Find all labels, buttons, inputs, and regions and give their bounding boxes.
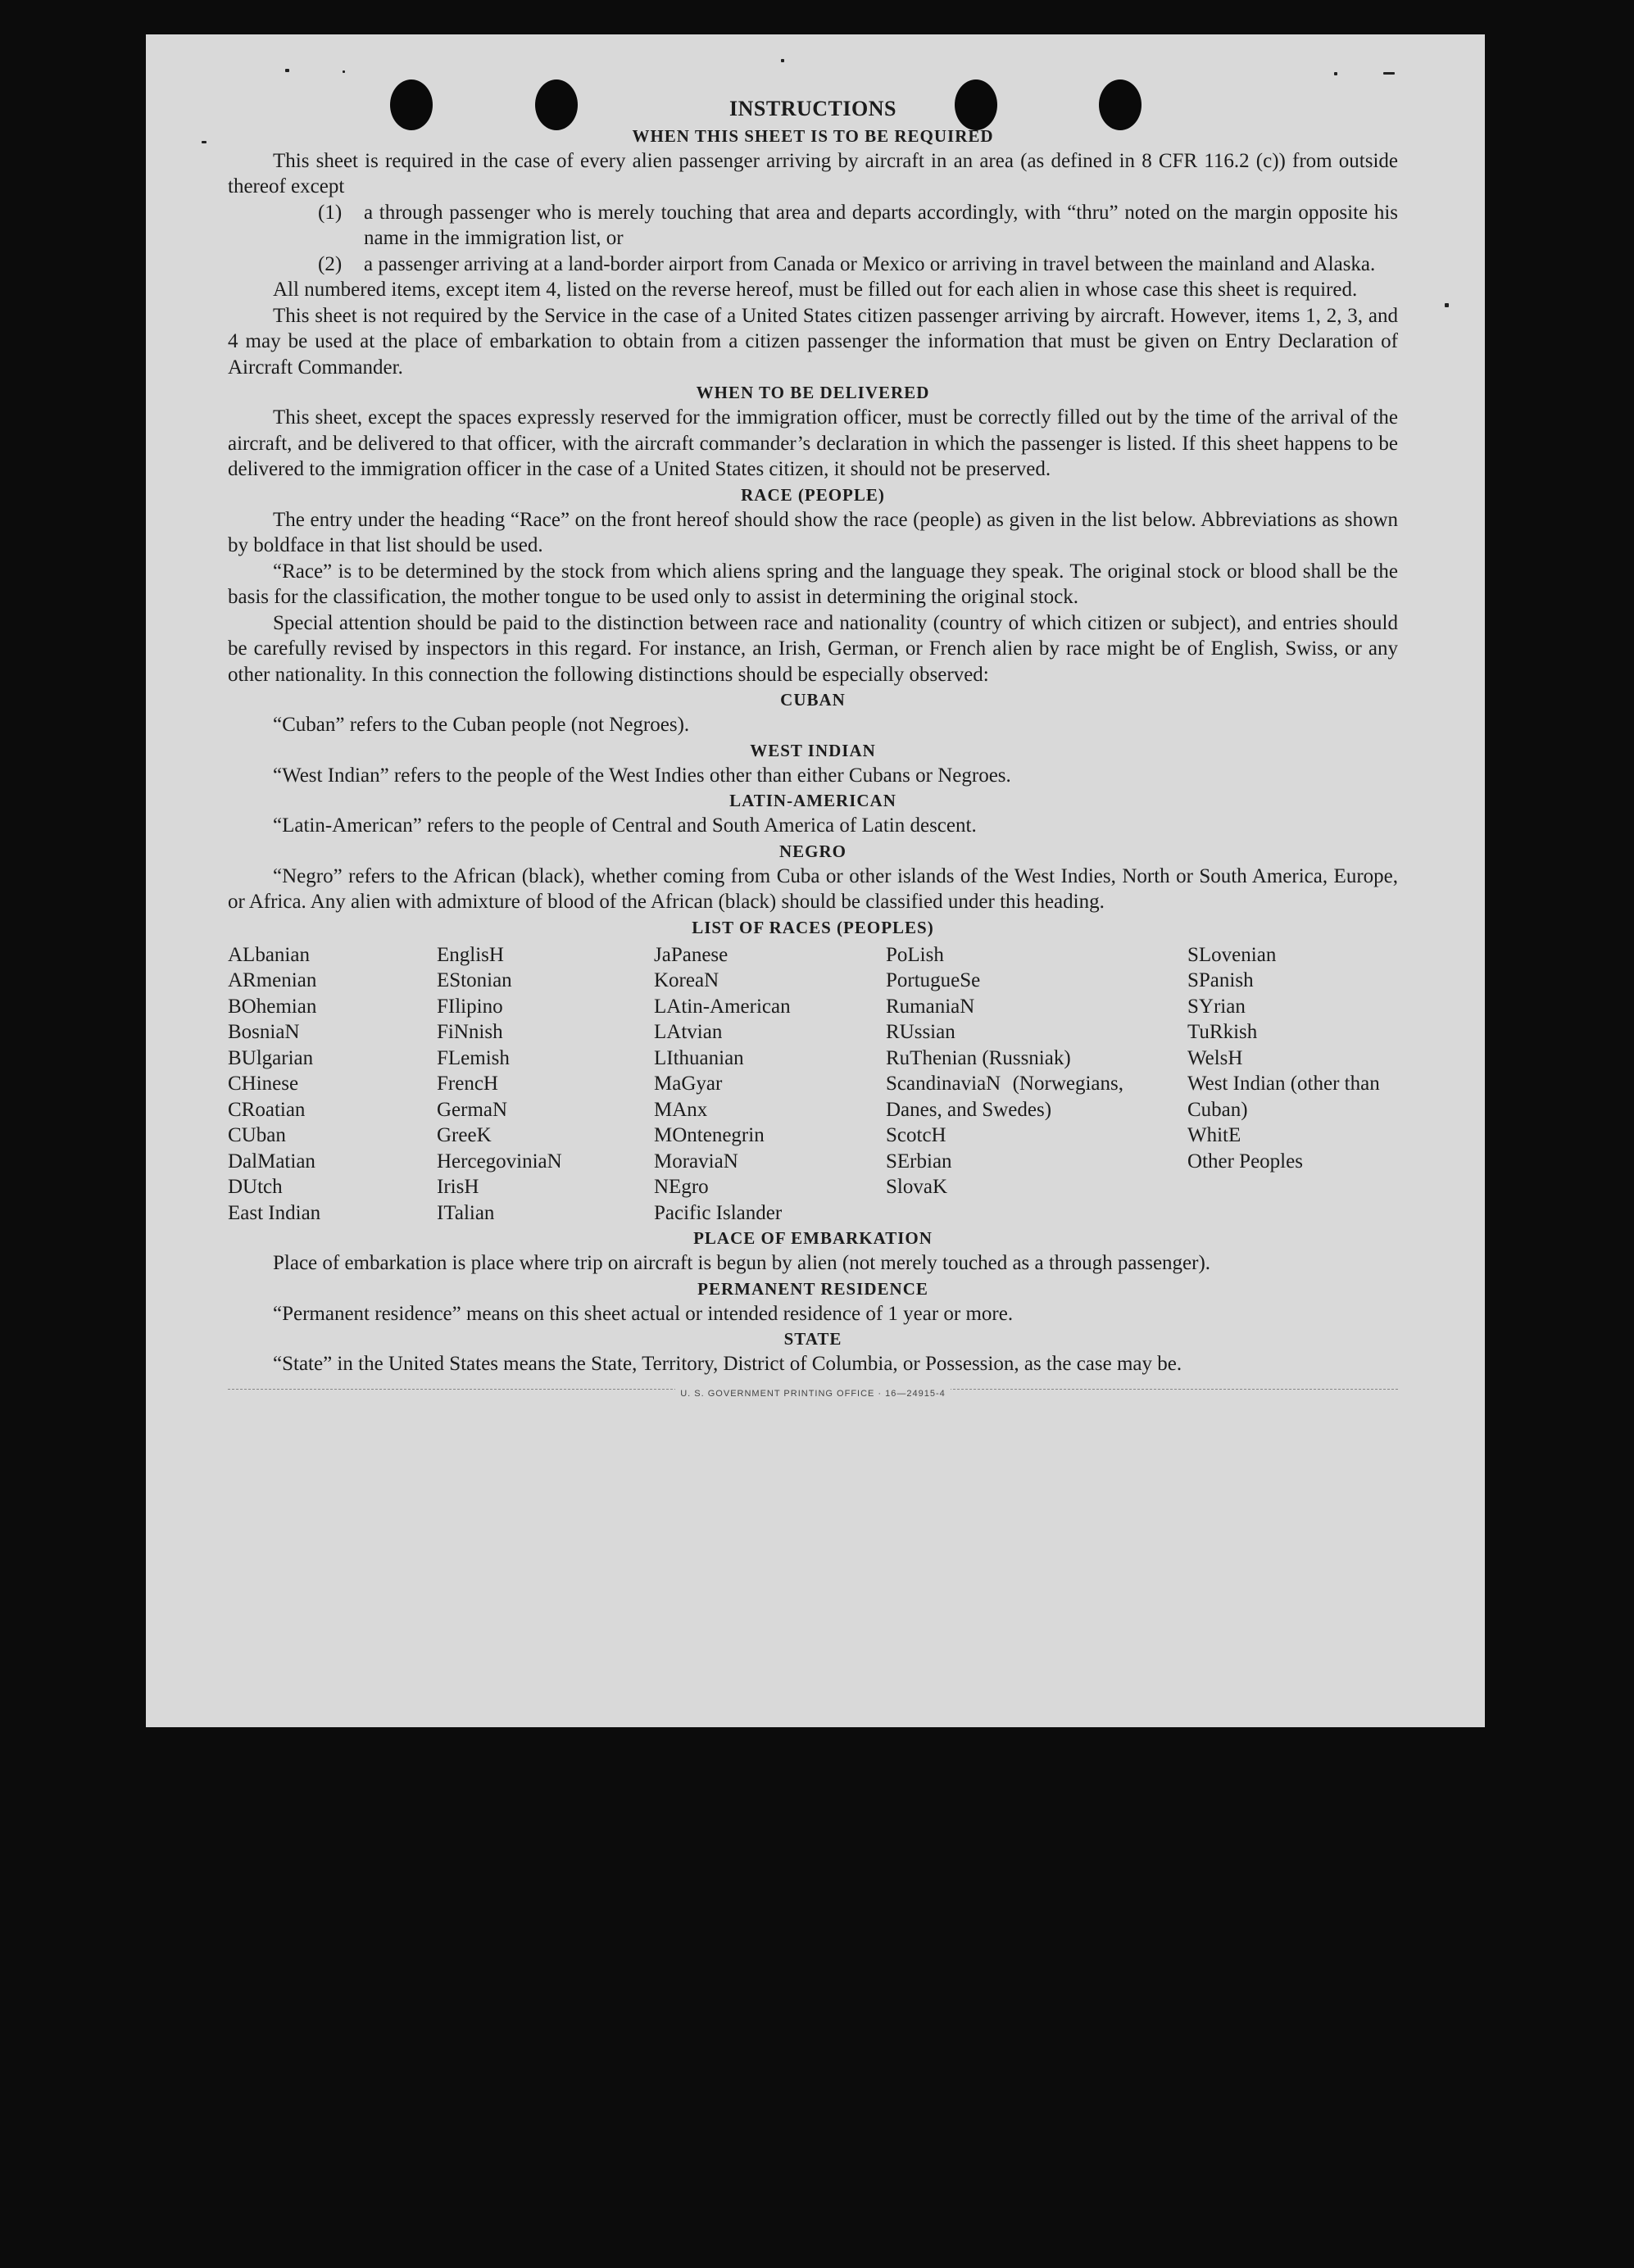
race-entry: MaGyar <box>654 1073 723 1095</box>
item-number: (2) <box>318 252 343 275</box>
heading-state: STATE <box>783 1329 842 1349</box>
race-entry: CUban <box>228 1124 286 1146</box>
paragraph: “State” in the United States means the State, Territory, District of Columbia, or Possession, as the case may be. <box>273 1353 1182 1375</box>
scan-speck <box>285 69 289 72</box>
heading-when-required: WHEN THIS SHEET IS TO BE REQUIRED <box>632 125 994 146</box>
race-entry: ALbanian <box>228 943 310 966</box>
race-entry: MAnx <box>654 1098 708 1121</box>
paragraph: “Latin-American” refers to the people of Central and South America of Latin descent. <box>273 814 977 837</box>
scan-speck <box>781 59 784 62</box>
race-list <box>228 942 1398 1227</box>
race-entry: KoreaN <box>654 969 719 991</box>
item-number: (1) <box>318 201 343 224</box>
race-entry: LAtin-American <box>654 995 791 1018</box>
race-entry: BOhemian <box>228 995 317 1018</box>
race-column <box>886 942 1187 1227</box>
paragraph: “Negro” refers to the African (black), whether coming from Cuba or other islands of the West Indies, North or South America, Europe, or Africa. Any alien with admixture of blood of the African (black) should be classified under this heading. <box>228 864 1398 913</box>
heading-negro: NEGRO <box>778 841 847 861</box>
footer-rule <box>228 1388 1398 1399</box>
heading-west-indian: WEST INDIAN <box>750 740 876 760</box>
race-entry: Other Peoples <box>1187 1150 1303 1173</box>
exception-item <box>228 200 1398 252</box>
page-title: INSTRUCTIONS <box>729 97 896 120</box>
race-entry: EStonian <box>437 969 512 991</box>
race-entry: FLemish <box>437 1046 510 1069</box>
race-entry: ARmenian <box>228 969 317 991</box>
race-entry: FIlipino <box>437 995 503 1018</box>
scan-speck <box>1445 303 1449 307</box>
paragraph: “Permanent residence” means on this sheet actual or intended residence of 1 year or more. <box>273 1302 1014 1325</box>
race-entry: JaPanese <box>654 943 728 966</box>
paragraph: All numbered items, except item 4, listed on the reverse hereof, must be filled out for each alien in whose case this sheet is required. <box>273 279 1358 301</box>
race-entry: DUtch <box>228 1176 283 1198</box>
race-entry: SLovenian <box>1187 943 1277 966</box>
race-column <box>1187 942 1398 1227</box>
race-column <box>228 942 437 1227</box>
printer-imprint-row <box>228 1381 1398 1408</box>
paragraph: “Race” is to be determined by the stock from which aliens spring and the language they speak. The original stock or blood shall be the basis for the classification, the mother tongue to be used only to assist in determining the original stock. <box>228 560 1398 608</box>
item-text: a passenger arriving at a land-border airport from Canada or Mexico or arriving in travel between the mainland and Alaska. <box>364 252 1376 275</box>
race-entry: PortugueSe <box>886 969 981 991</box>
race-entry: RumaniaN <box>886 995 975 1018</box>
heading-latin-american: LATIN-AMERICAN <box>729 791 896 810</box>
paragraph: This sheet is required in the case of every alien passenger arriving by aircraft in an area (as defined in 8 CFR 116.2 (c)) from outside thereof except <box>228 149 1398 197</box>
race-entry: PoLish <box>886 943 944 966</box>
race-entry: ScandinaviaN (Norwegians, Danes, and Swedes) <box>886 1073 1123 1121</box>
heading-place-of-embarkation: PLACE OF EMBARKATION <box>693 1228 933 1248</box>
race-entry: WhitE <box>1187 1124 1241 1146</box>
race-entry: IrisH <box>437 1176 479 1198</box>
race-entry: ITalian <box>437 1201 495 1224</box>
race-entry: BosniaN <box>228 1021 300 1043</box>
race-entry: West Indian (other than Cuban) <box>1187 1073 1380 1121</box>
heading-when-delivered: WHEN TO BE DELIVERED <box>696 383 930 402</box>
race-entry: FiNnish <box>437 1021 503 1043</box>
race-entry: NEgro <box>654 1176 709 1198</box>
race-entry: ScotcH <box>886 1124 946 1146</box>
race-entry: MOntenegrin <box>654 1124 765 1146</box>
race-entry: DalMatian <box>228 1150 315 1173</box>
race-entry: EnglisH <box>437 943 504 966</box>
race-entry: TuRkish <box>1187 1021 1258 1043</box>
scan-speck <box>202 141 207 143</box>
paragraph: Special attention should be paid to the distinction between race and nationality (country of which citizen or subject), and entries should be carefully revised by inspectors in this regard. For instance, an Irish, German, or French alien by race might be of English, Swiss, or any other nationality. In this connection the following distinctions should be especially observed: <box>228 611 1398 686</box>
race-entry: FrencH <box>437 1073 498 1095</box>
paragraph: “West Indian” refers to the people of the West Indies other than either Cubans or Negroes. <box>273 764 1011 787</box>
exception-item <box>228 252 1398 278</box>
item-text: a through passenger who is merely touching that area and departs accordingly, with “thru” noted on the margin opposite his name in the immigration list, or <box>364 201 1398 249</box>
race-entry: LAtvian <box>654 1021 723 1043</box>
paragraph: This sheet is not required by the Service in the case of a United States citizen passenger arriving by aircraft. However, items 1, 2, 3, and 4 may be used at the place of embarkation to obtain from a citizen passenger the information that must be given on Entry Declaration of Aircraft Commander. <box>228 304 1398 379</box>
race-entry: SlovaK <box>886 1176 947 1198</box>
paragraph: “Cuban” refers to the Cuban people (not Negroes). <box>273 714 690 736</box>
race-column <box>437 942 654 1227</box>
race-entry: CHinese <box>228 1073 299 1095</box>
race-entry: WelsH <box>1187 1046 1243 1069</box>
instructions-content <box>228 96 1398 1399</box>
race-entry: Pacific Islander <box>654 1201 783 1224</box>
race-entry: LIthuanian <box>654 1046 744 1069</box>
printer-imprint: U. S. GOVERNMENT PRINTING OFFICE · 16—24915-4 <box>675 1389 951 1399</box>
heading-race: RACE (PEOPLE) <box>741 484 885 505</box>
race-entry: HercegoviniaN <box>437 1150 562 1173</box>
paragraph: Place of embarkation is place where trip on aircraft is begun by alien (not merely touched as a through passenger). <box>273 1252 1211 1274</box>
scan-speck <box>1334 72 1337 75</box>
race-entry: CRoatian <box>228 1098 306 1121</box>
heading-cuban: CUBAN <box>780 690 846 710</box>
race-entry: SPanish <box>1187 969 1254 991</box>
paragraph: This sheet, except the spaces expressly reserved for the immigration officer, must be correctly filled out by the time of the arrival of the aircraft, and be delivered to that officer, with the aircraft commander’s declaration in which the passenger is listed. If this sheet happens to be delivered to the immigration officer in the case of a United States citizen, it should not be preserved. <box>228 406 1398 480</box>
scan-speck <box>1383 72 1395 75</box>
scan-speck <box>343 70 345 73</box>
race-entry: RuThenian (Russniak) <box>886 1046 1071 1069</box>
form-sheet <box>146 34 1485 1727</box>
race-entry: East Indian <box>228 1201 321 1224</box>
race-entry: GermaN <box>437 1098 508 1121</box>
race-entry: SYrian <box>1187 995 1246 1018</box>
race-entry: BUlgarian <box>228 1046 314 1069</box>
race-column <box>654 942 886 1227</box>
race-entry: RUssian <box>886 1021 955 1043</box>
race-entry: MoraviaN <box>654 1150 738 1173</box>
heading-permanent-residence: PERMANENT RESIDENCE <box>697 1278 928 1299</box>
paragraph: The entry under the heading “Race” on the front hereof should show the race (people) as given in the list below. Abbreviations as shown by boldface in that list should be used. <box>228 508 1398 556</box>
race-entry: GreeK <box>437 1124 492 1146</box>
race-entry: SErbian <box>886 1150 952 1173</box>
heading-list-of-races: LIST OF RACES (PEOPLES) <box>692 917 934 937</box>
